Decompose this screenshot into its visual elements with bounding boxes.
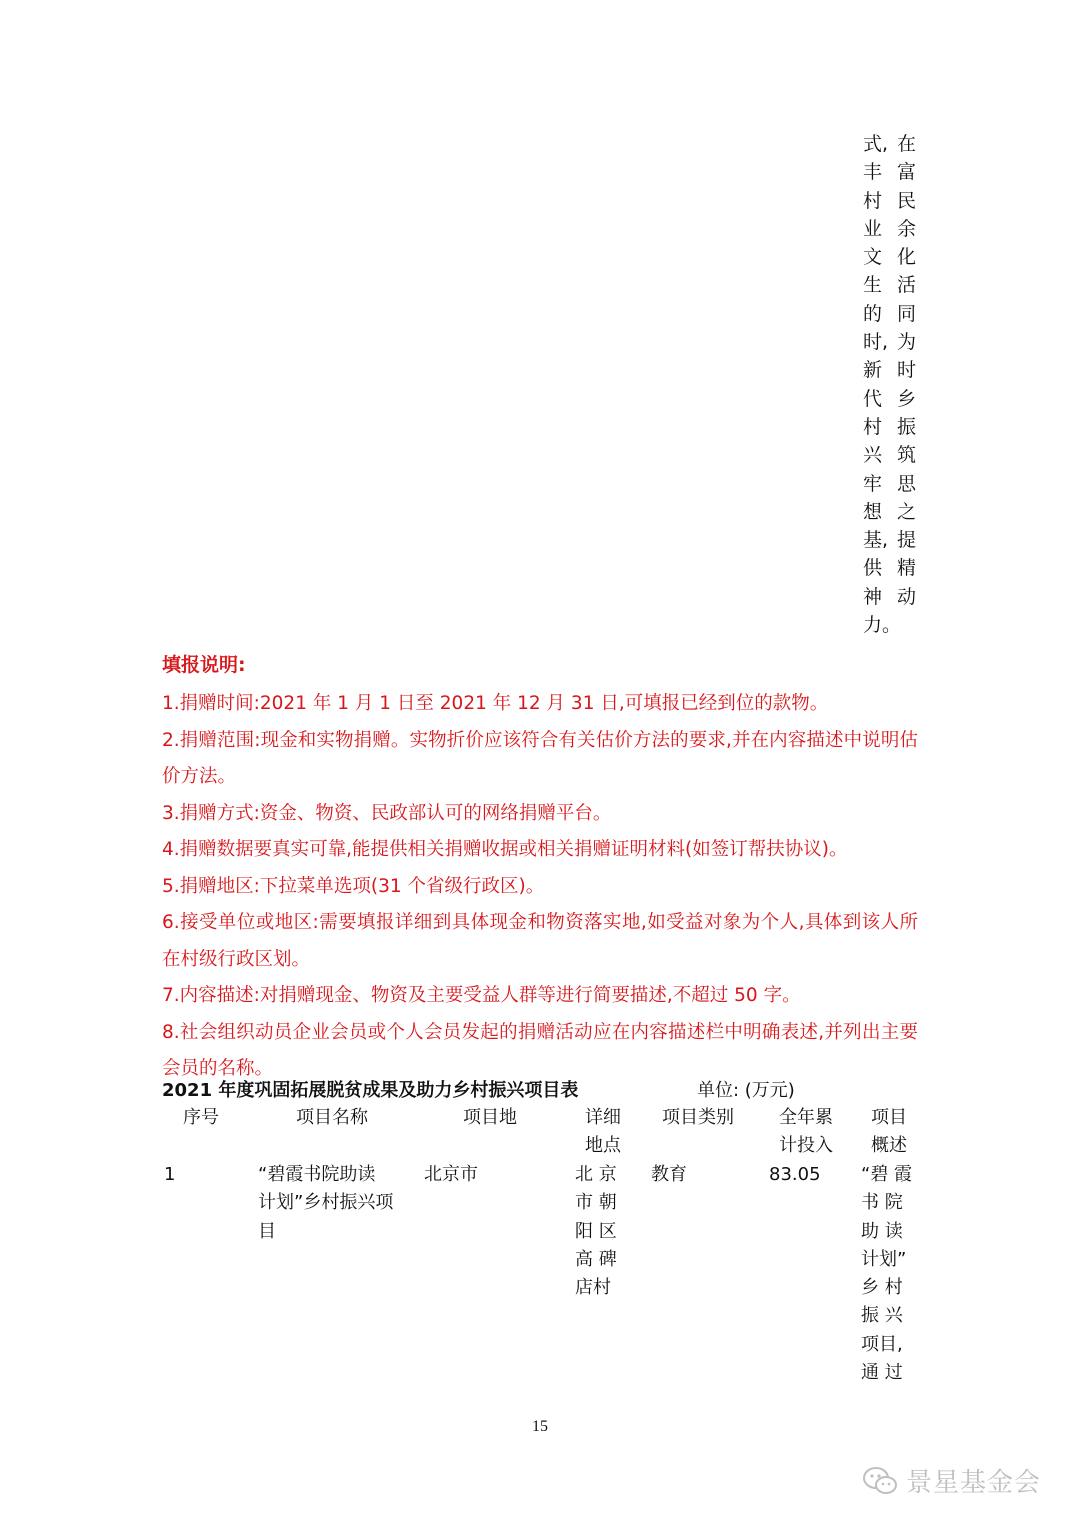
row-name: “碧霞书院助读 计划”乡村振兴项 目 xyxy=(258,1164,394,1242)
wechat-icon xyxy=(862,1466,898,1496)
note-item: 1.捐赠时间:2021 年 1 月 1 日至 2021 年 12 月 31 日,可填报已经到位的款物。 xyxy=(162,693,829,714)
watermark-text: 景星基金会 xyxy=(906,1468,1042,1498)
row-summary: “碧 霞 书 院 助 读 计划” 乡 村 振 兴 项目, 通 过 xyxy=(861,1164,913,1384)
header-investment: 全年累 计投入 xyxy=(779,1107,833,1157)
notes-title: 填报说明: xyxy=(162,654,246,676)
note-item: 5.捐赠地区:下拉菜单选项(31 个省级行政区)。 xyxy=(162,875,545,897)
header-name: 项目名称 xyxy=(296,1107,368,1128)
row-seq: 1 xyxy=(164,1164,176,1185)
note-item: 3.捐赠方式:资金、物资、民政部认可的网络捐赠平台。 xyxy=(162,802,612,824)
row-location: 北京市 xyxy=(424,1164,478,1185)
note-item: 4.捐赠数据要真实可靠,能提供相关捐赠收据或相关捐赠证明材料(如签订帮扶协议)。 xyxy=(162,839,848,860)
note-item: 6.接受单位或地区:需要填报详细到具体现金和物资落实地,如受益对象为个人,具体到该人所在村级行政区划。 xyxy=(162,912,918,970)
header-detail: 详细 地点 xyxy=(585,1107,621,1157)
header-category: 项目类别 xyxy=(662,1107,734,1128)
header-summary: 项目 概述 xyxy=(871,1107,907,1157)
table-unit: 单位: (万元) xyxy=(697,1080,795,1101)
note-item: 7.内容描述:对捐赠现金、物资及主要受益人群等进行简要描述,不超过 50 字。 xyxy=(162,985,801,1006)
row-category: 教育 xyxy=(651,1164,687,1185)
table-title: 2021 年度巩固拓展脱贫成果及助力乡村振兴项目表 xyxy=(162,1080,579,1101)
note-item: 2.捐赠范围:现金和实物捐赠。实物折价应该符合有关估价方法的要求,并在内容描述中说明估价方法。 xyxy=(162,729,918,787)
page-number: 15 xyxy=(532,1418,548,1435)
row-detail: 北 京 市 朝 阳 区 高 碑 店村 xyxy=(575,1164,617,1299)
continuation-column-left: 式, 丰 村 业 文 生 的 时, 新 代 村 兴 牢 想 基, 供 神 力。 xyxy=(863,133,902,637)
header-seq: 序号 xyxy=(183,1107,219,1128)
row-investment: 83.05 xyxy=(769,1164,821,1185)
notes-list xyxy=(162,686,918,1088)
continuation-column-right: 在 富 民 余 化 活 同 为 时 乡 振 筑 思 之 提 精 动 xyxy=(897,133,917,608)
header-location: 项目地 xyxy=(463,1107,517,1128)
watermark xyxy=(862,1462,1041,1499)
note-item: 8.社会组织动员企业会员或个人会员发起的捐赠活动应在内容描述栏中明确表述,并列出主要会员的名称。 xyxy=(162,1021,918,1079)
